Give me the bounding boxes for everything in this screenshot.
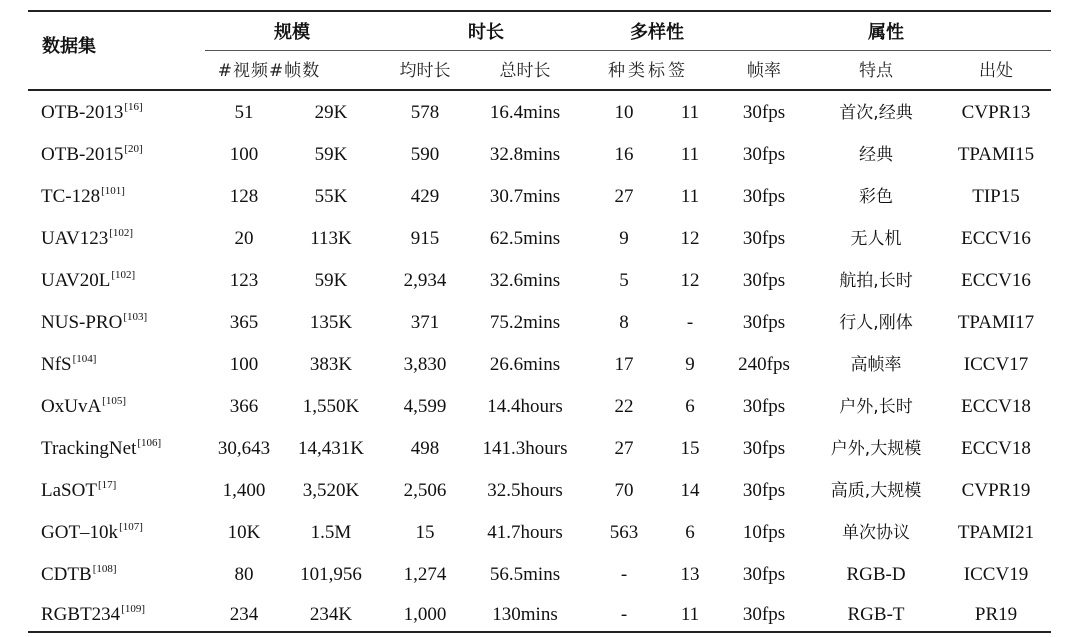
total-duration: 32.5hours	[487, 480, 563, 501]
frames-count: 3,520K	[302, 480, 360, 501]
frame-rate: 30fps	[742, 270, 786, 291]
classes-count: 5	[619, 270, 629, 291]
frames-count: 113K	[310, 228, 352, 249]
header-frame-rate: 帧率	[747, 61, 781, 81]
table-row	[0, 102, 1080, 124]
venue: TPAMI15	[957, 144, 1035, 165]
total-duration: 30.7mins	[489, 186, 561, 207]
classes-count: 16	[614, 144, 634, 165]
total-duration: 32.6mins	[489, 270, 561, 291]
header-dataset: 数据集	[42, 36, 96, 57]
table-row	[0, 186, 1080, 208]
videos-count: 80	[234, 564, 254, 585]
header-group-scale: 规模	[274, 22, 310, 43]
venue: CVPR13	[961, 102, 1031, 123]
labels-count: 12	[680, 228, 700, 249]
classes-count: 563	[609, 522, 639, 543]
labels-count: 6	[685, 522, 695, 543]
table-row	[0, 228, 1080, 250]
frames-count: 383K	[309, 354, 353, 375]
feature: RGB-D	[846, 564, 906, 585]
dataset-name: TrackingNet[106]	[41, 437, 162, 459]
venue: ICCV17	[963, 354, 1029, 375]
group-rule	[205, 50, 1051, 51]
frames-count: 14,431K	[298, 438, 364, 459]
total-duration: 56.5mins	[489, 564, 561, 585]
top-rule	[28, 10, 1051, 12]
videos-count: 1,400	[222, 480, 266, 501]
header-category-labels: 种类标签	[608, 61, 688, 81]
feature: 无人机	[850, 229, 902, 249]
labels-count: 9	[685, 354, 695, 375]
classes-count: -	[620, 604, 628, 625]
videos-count: 365	[229, 312, 259, 333]
frames-count: 234K	[309, 604, 353, 625]
frames-count: 55K	[314, 186, 348, 207]
feature: 高帧率	[850, 355, 902, 375]
labels-count: 11	[680, 604, 700, 625]
dataset-name: RGBT234[109]	[41, 603, 146, 625]
venue: TIP15	[972, 186, 1020, 207]
dataset-name: NfS[104]	[41, 353, 97, 375]
feature: 单次协议	[842, 523, 910, 543]
header-avg-duration: 均时长	[399, 61, 451, 81]
videos-count: 100	[229, 144, 259, 165]
avg-duration: 2,506	[403, 480, 447, 501]
total-duration: 41.7hours	[487, 522, 563, 543]
frame-rate: 30fps	[742, 102, 786, 123]
dataset-name: UAV20L[102]	[41, 269, 136, 291]
frame-rate: 30fps	[742, 144, 786, 165]
classes-count: 9	[619, 228, 629, 249]
frames-count: 135K	[309, 312, 353, 333]
avg-duration: 578	[410, 102, 440, 123]
videos-count: 366	[229, 396, 259, 417]
frame-rate: 30fps	[742, 564, 786, 585]
videos-count: 123	[229, 270, 259, 291]
frames-count: 59K	[314, 270, 348, 291]
feature: 高质,大规模	[830, 481, 922, 501]
header-total-duration: 总时长	[499, 61, 551, 81]
feature: 户外,大规模	[830, 439, 922, 459]
total-duration: 16.4mins	[489, 102, 561, 123]
total-duration: 62.5mins	[489, 228, 561, 249]
feature: 彩色	[859, 187, 893, 207]
table-row	[0, 522, 1080, 544]
frames-count: 1,550K	[302, 396, 360, 417]
header-scale-sub: #视频#帧数	[217, 61, 321, 81]
header-group-attributes: 属性	[868, 22, 904, 43]
dataset-name: OxUvA[105]	[41, 395, 126, 417]
venue: ECCV16	[961, 228, 1031, 249]
videos-count: 10K	[227, 522, 261, 543]
videos-count: 100	[229, 354, 259, 375]
avg-duration: 371	[410, 312, 440, 333]
table-row	[0, 438, 1080, 460]
classes-count: 27	[614, 438, 634, 459]
videos-count: 234	[229, 604, 259, 625]
frame-rate: 30fps	[742, 396, 786, 417]
videos-count: 30,643	[217, 438, 271, 459]
header-group-duration: 时长	[468, 22, 504, 43]
avg-duration: 590	[410, 144, 440, 165]
avg-duration: 2,934	[403, 270, 447, 291]
labels-count: 13	[680, 564, 700, 585]
venue: CVPR19	[961, 480, 1031, 501]
feature: 首次,经典	[839, 103, 913, 123]
dataset-name: OTB-2015[20]	[41, 143, 143, 165]
venue: ECCV16	[961, 270, 1031, 291]
table-row	[0, 312, 1080, 334]
dataset-name: CDTB[108]	[41, 563, 117, 585]
videos-count: 128	[229, 186, 259, 207]
frame-rate: 30fps	[742, 604, 786, 625]
table-row	[0, 144, 1080, 166]
total-duration: 14.4hours	[487, 396, 563, 417]
classes-count: 27	[614, 186, 634, 207]
labels-count: 6	[685, 396, 695, 417]
feature: 经典	[859, 145, 893, 165]
labels-count: -	[686, 312, 694, 333]
frame-rate: 30fps	[742, 228, 786, 249]
bottom-rule	[28, 631, 1051, 633]
feature: 户外,长时	[839, 397, 913, 417]
venue: PR19	[974, 604, 1018, 625]
frame-rate: 30fps	[742, 186, 786, 207]
table-row	[0, 270, 1080, 292]
header-rule	[28, 89, 1051, 91]
classes-count: -	[620, 564, 628, 585]
frames-count: 1.5M	[310, 522, 352, 543]
dataset-name: UAV123[102]	[41, 227, 134, 249]
dataset-name: OTB-2013[16]	[41, 101, 143, 123]
videos-count: 20	[234, 228, 254, 249]
frames-count: 59K	[314, 144, 348, 165]
frame-rate: 30fps	[742, 438, 786, 459]
labels-count: 11	[680, 102, 700, 123]
avg-duration: 4,599	[403, 396, 447, 417]
frame-rate: 30fps	[742, 480, 786, 501]
labels-count: 12	[680, 270, 700, 291]
labels-count: 14	[680, 480, 700, 501]
venue: ECCV18	[961, 438, 1031, 459]
labels-count: 11	[680, 144, 700, 165]
total-duration: 26.6mins	[489, 354, 561, 375]
labels-count: 11	[680, 186, 700, 207]
frames-count: 29K	[314, 102, 348, 123]
table-row	[0, 354, 1080, 376]
classes-count: 22	[614, 396, 634, 417]
header-features: 特点	[859, 61, 893, 81]
avg-duration: 3,830	[403, 354, 447, 375]
dataset-name: GOT–10k[107]	[41, 521, 143, 543]
frame-rate: 30fps	[742, 312, 786, 333]
feature: 行人,刚体	[839, 313, 913, 333]
total-duration: 141.3hours	[482, 438, 568, 459]
avg-duration: 1,274	[403, 564, 447, 585]
header-source: 出处	[979, 61, 1013, 81]
table-row	[0, 396, 1080, 418]
venue: TPAMI21	[957, 522, 1035, 543]
dataset-name: LaSOT[17]	[41, 479, 117, 501]
classes-count: 70	[614, 480, 634, 501]
venue: ICCV19	[963, 564, 1029, 585]
frame-rate: 10fps	[742, 522, 786, 543]
venue: ECCV18	[961, 396, 1031, 417]
dataset-name: TC-128[101]	[41, 185, 125, 207]
header-group-diversity: 多样性	[630, 22, 684, 43]
table-row	[0, 564, 1080, 586]
avg-duration: 1,000	[403, 604, 447, 625]
avg-duration: 15	[415, 522, 435, 543]
feature: 航拍,长时	[839, 271, 913, 291]
feature: RGB-T	[847, 604, 905, 625]
frames-count: 101,956	[300, 564, 362, 585]
frame-rate: 240fps	[738, 354, 790, 375]
classes-count: 8	[619, 312, 629, 333]
labels-count: 15	[680, 438, 700, 459]
total-duration: 32.8mins	[489, 144, 561, 165]
table-row	[0, 480, 1080, 502]
classes-count: 10	[614, 102, 634, 123]
avg-duration: 429	[410, 186, 440, 207]
total-duration: 75.2mins	[489, 312, 561, 333]
avg-duration: 498	[410, 438, 440, 459]
avg-duration: 915	[410, 228, 440, 249]
table-row	[0, 604, 1080, 626]
dataset-name: NUS-PRO[103]	[41, 311, 148, 333]
total-duration: 130mins	[492, 604, 558, 625]
classes-count: 17	[614, 354, 634, 375]
videos-count: 51	[234, 102, 254, 123]
venue: TPAMI17	[957, 312, 1035, 333]
